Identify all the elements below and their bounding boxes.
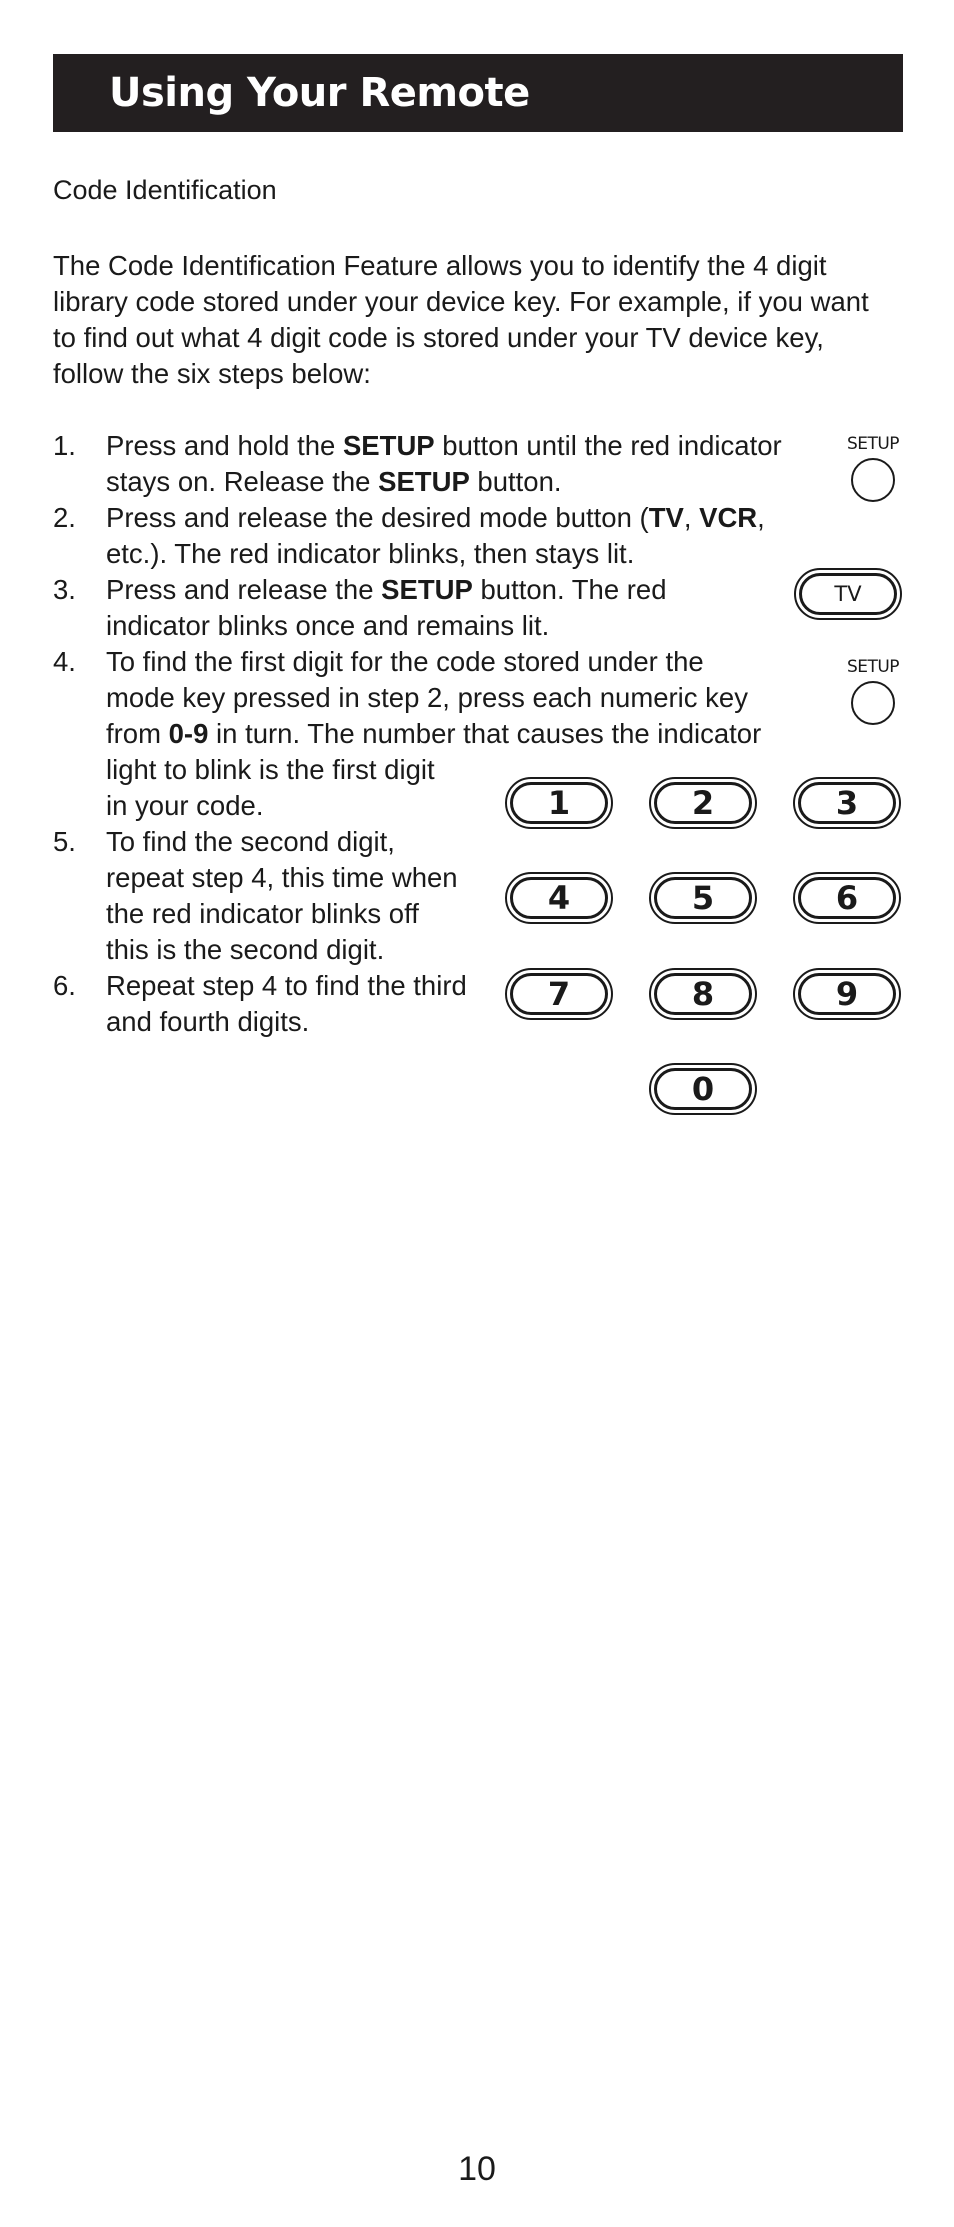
tv-label: TV <box>799 573 897 615</box>
vcr-keyword: VCR <box>699 502 758 533</box>
text-run: light to blink is the first digit <box>106 754 435 785</box>
step-line <box>106 896 458 932</box>
setup-keyword: SETUP <box>378 466 470 497</box>
step-number: 5. <box>53 826 76 857</box>
text-run: Press and hold the <box>106 430 343 461</box>
step-line <box>106 716 761 752</box>
setup-label: SETUP <box>846 434 900 454</box>
key-digit: 5 <box>654 877 752 919</box>
step-text <box>106 824 458 968</box>
text-run: button until the red indicator <box>434 430 782 461</box>
text-run: the red indicator blinks off <box>106 898 419 929</box>
text-run: etc.). The red indicator blinks, then stays lit. <box>106 538 635 569</box>
keypad-key-9 <box>793 968 901 1020</box>
page-title: Using Your Remote <box>109 70 530 116</box>
section-subtitle: Code Identification <box>53 175 277 205</box>
intro-line: The Code Identification Feature allows you to identify the 4 digit <box>53 250 827 281</box>
step-number: 3. <box>53 574 76 605</box>
text-run: stays on. Release the <box>106 466 379 497</box>
text-run: To find the first digit for the code stored under the <box>106 646 704 677</box>
step-line <box>106 1004 467 1040</box>
intro-line: to find out what 4 digit code is stored under your TV device key, <box>53 322 824 353</box>
text-run: Press and release the desired mode button ( <box>106 502 649 533</box>
digit-range-keyword: 0-9 <box>168 718 209 749</box>
step-line <box>106 572 667 608</box>
step-line <box>106 536 765 572</box>
text-run: repeat step 4, this time when <box>106 862 458 893</box>
keypad-key-7 <box>505 968 613 1020</box>
keypad-key-5 <box>649 872 757 924</box>
key-digit: 4 <box>510 877 608 919</box>
page-number: 10 <box>458 2150 496 2188</box>
step-line <box>106 608 667 644</box>
step-text <box>106 428 782 500</box>
step-line <box>106 500 765 536</box>
key-digit: 7 <box>510 973 608 1015</box>
text-run: from <box>106 718 169 749</box>
keypad-key-4 <box>505 872 613 924</box>
text-run: indicator blinks once and remains lit. <box>106 610 550 641</box>
setup-circle-icon <box>851 681 895 725</box>
setup-circle-icon <box>851 458 895 502</box>
key-digit: 8 <box>654 973 752 1015</box>
key-digit: 0 <box>654 1068 752 1110</box>
key-digit: 6 <box>798 877 896 919</box>
step-line <box>106 968 467 1004</box>
intro-line: library code stored under your device key. For example, if you want <box>53 286 869 317</box>
text-run: button. <box>469 466 562 497</box>
keypad-key-3 <box>793 777 901 829</box>
step-line <box>106 860 458 896</box>
keypad-key-0 <box>649 1063 757 1115</box>
setup-label: SETUP <box>846 657 900 677</box>
setup-button-illustration <box>838 657 908 725</box>
text-run: in turn. The number that causes the indicator <box>208 718 762 749</box>
intro-paragraph <box>53 248 913 392</box>
key-digit: 3 <box>798 782 896 824</box>
step-line <box>106 680 761 716</box>
step-text <box>106 968 467 1040</box>
setup-button-illustration <box>838 434 908 502</box>
text-run: button. The red <box>472 574 667 605</box>
text-run: in your code. <box>106 790 264 821</box>
text-run: and fourth digits. <box>106 1006 310 1037</box>
step-line <box>106 932 458 968</box>
setup-keyword: SETUP <box>342 430 435 461</box>
text-run: To find the second digit, <box>106 826 395 857</box>
text-run: Repeat step 4 to find the third <box>106 970 467 1001</box>
keypad-key-8 <box>649 968 757 1020</box>
keypad-key-2 <box>649 777 757 829</box>
key-digit: 9 <box>798 973 896 1015</box>
text-run: this is the second digit. <box>106 934 385 965</box>
step-text <box>106 572 667 644</box>
step-text <box>106 500 765 572</box>
step-number: 2. <box>53 502 76 533</box>
step-number: 4. <box>53 646 76 677</box>
key-digit: 1 <box>510 782 608 824</box>
header-bar <box>53 54 903 132</box>
intro-line: follow the six steps below: <box>53 358 371 389</box>
text-run: Press and release the <box>106 574 382 605</box>
setup-keyword: SETUP <box>381 574 473 605</box>
tv-button-illustration <box>794 568 902 620</box>
step-line <box>106 464 782 500</box>
text-run: mode key pressed in step 2, press each numeric key <box>106 682 748 713</box>
step-number: 1. <box>53 430 76 461</box>
step-line <box>106 644 761 680</box>
tv-keyword: TV <box>648 502 684 533</box>
step-line <box>106 824 458 860</box>
text-run: , <box>683 502 700 533</box>
step-number: 6. <box>53 970 76 1001</box>
step-line <box>106 428 782 464</box>
key-digit: 2 <box>654 782 752 824</box>
keypad-key-6 <box>793 872 901 924</box>
keypad-key-1 <box>505 777 613 829</box>
text-run: , <box>757 502 765 533</box>
